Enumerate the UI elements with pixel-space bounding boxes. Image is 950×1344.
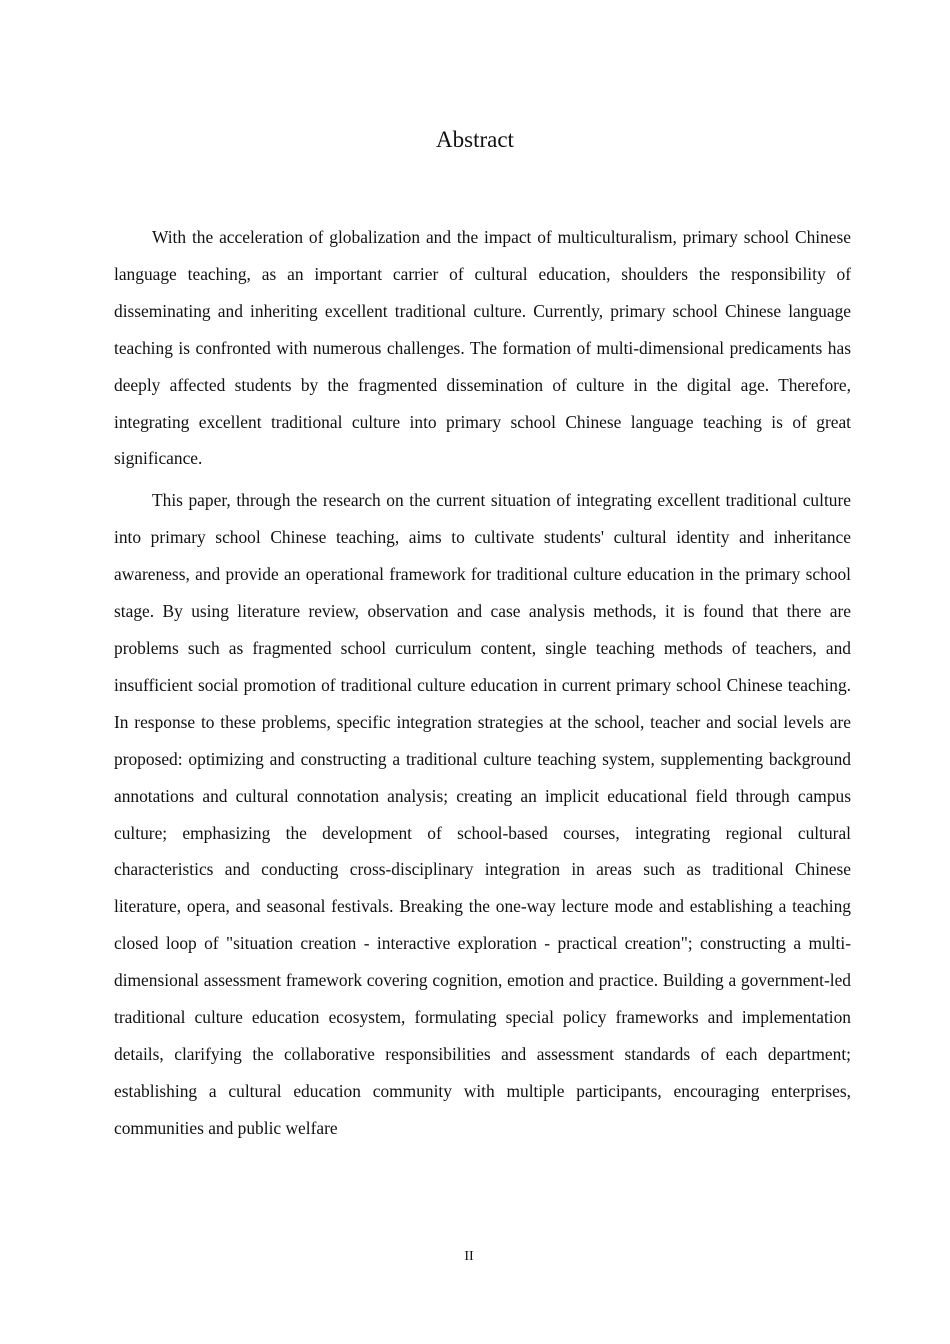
- abstract-paragraph-1: With the acceleration of globalization and the impact of multiculturalism, primary school Chinese language teaching, as an important carrier of cultural education, shoulders the responsibility of disseminating and inheriting excellent traditional culture. Currently, primary school Chinese language teaching is confronted with numerous challenges. The formation of multi-dimensional predicaments has deeply affected students by the fragmented dissemination of culture in the digital age. Therefore, integrating excellent traditional culture into primary school Chinese language teaching is of great significance.: [114, 227, 851, 469]
- page-title: Abstract: [436, 127, 514, 152]
- page-number: II: [464, 1249, 474, 1264]
- abstract-body: [114, 219, 851, 1152]
- abstract-paragraph-2: This paper, through the research on the current situation of integrating excellent traditional culture into primary school Chinese teaching, aims to cultivate students' cultural identity and inheritance awareness, and provide an operational framework for traditional culture education in the primary school stage. By using literature review, observation and case analysis methods, it is found that there are problems such as fragmented school curriculum content, single teaching methods of teachers, and insufficient social promotion of traditional culture education in current primary school Chinese teaching. In response to these problems, specific integration strategies at the school, teacher and social levels are proposed: optimizing and constructing a traditional culture teaching system, supplementing background annotations and cultural connotation analysis; creating an implicit educational field through campus culture; emphasizing the development of school-based courses, integrating regional cultural characteristics and conducting cross-disciplinary integration in areas such as traditional Chinese literature, opera, and seasonal festivals. Breaking the one-way lecture mode and establishing a teaching closed loop of "situation creation - interactive exploration - practical creation"; constructing a multi-dimensional assessment framework covering cognition, emotion and practice. Building a government-led traditional culture education ecosystem, formulating special policy frameworks and implementation details, clarifying the collaborative responsibilities and assessment standards of each department; establishing a cultural education community with multiple participants, encouraging enterprises, communities and public welfare: [114, 490, 851, 1138]
